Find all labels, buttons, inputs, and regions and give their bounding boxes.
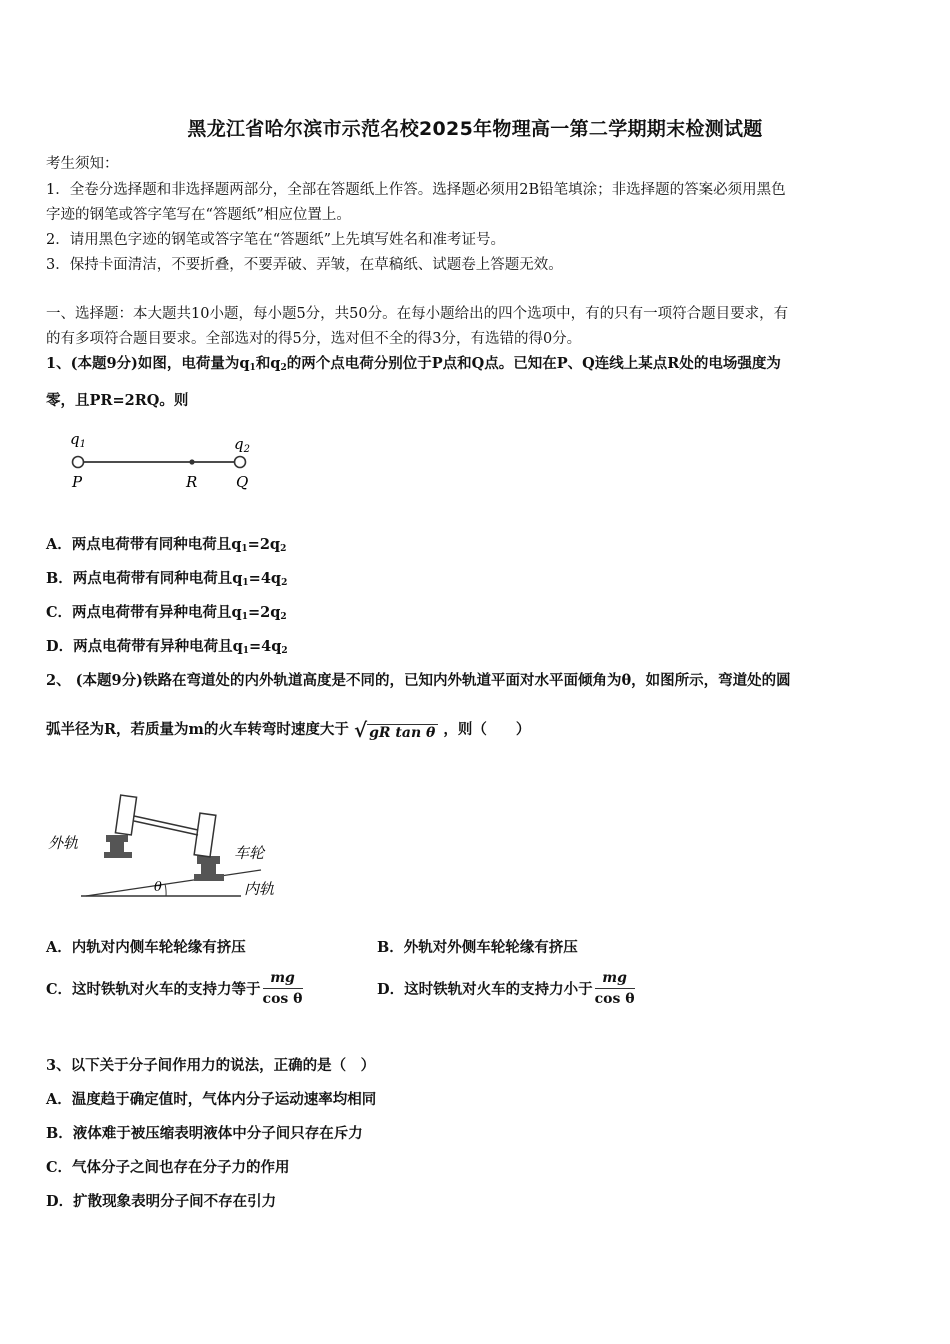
section-intro-line2: 的有多项符合题目要求。全部选对的得5分，选对但不全的得3分，有选错的得0分。 xyxy=(46,331,582,347)
q3-stem: 3、以下关于分子间作用力的说法，正确的是（ ） xyxy=(46,1057,376,1074)
notice-item-1-cont: 字迹的钢笔或答字笔写在“答题纸”相应位置上。 xyxy=(46,207,351,223)
q3-option-a[interactable]: A．温度趋于确定值时，气体内分子运动速率均相同 xyxy=(46,1091,377,1108)
q2-stem-line1: 2、 (本题9分)铁路在弯道处的内外轨道高度是不同的，已知内外轨道平面对水平面倾角为θ，如图所示，弯道处的圆 xyxy=(46,672,791,689)
notice-heading: 考生须知： xyxy=(46,156,119,172)
section-intro-line1: 一、选择题：本大题共10小题，每小题5分，共50分。在每小题给出的四个选项中，有的只有一项符合题目要求，有 xyxy=(46,306,789,322)
q3-option-d[interactable]: D．扩散现象表明分子间不存在引力 xyxy=(46,1193,277,1210)
charge-p-circle xyxy=(73,457,84,468)
label-q: Q xyxy=(236,473,249,491)
notice-item-1: 1．全卷分选择题和非选择题两部分，全部在答题纸上作答。选择题必须用2B铅笔填涂；非选择题的答案必须用黑色 xyxy=(46,182,786,198)
q2-option-d[interactable]: D．这时铁轨对火车的支持力小于 $\frac{mg}{\text{cos θ}}$ xyxy=(377,970,635,1007)
q1-stem-line2: 零，且PR=2RQ。则 xyxy=(46,392,189,409)
q1-option-b[interactable]: B．两点电荷带有同种电荷且$q_1=4q_2$ xyxy=(46,570,288,588)
q3-option-c[interactable]: C．气体分子之间也存在分子力的作用 xyxy=(46,1159,290,1176)
charge-q-circle xyxy=(235,457,246,468)
fraction-mg-cos-theta-d: $\frac{mg}{\text{cos θ}}$ xyxy=(594,970,635,1007)
label-wheel: 车轮 xyxy=(234,844,265,862)
label-inner-rail: 内轨 xyxy=(244,880,275,898)
q2-stem-line2: 弧半径为R，若质量为m的火车转弯时速度大于 √ gR tan θ ，则（ ） xyxy=(46,718,531,742)
notice-item-2: 2．请用黑色字迹的钢笔或答字笔在“答题纸”上先填写姓名和准考证号。 xyxy=(46,232,506,248)
page-title: 黑龙江省哈尔滨市示范名校2025年物理高一第二学期期末检测试题 xyxy=(187,118,763,140)
q1-option-d[interactable]: D．两点电荷带有异种电荷且$q_1=4q_2$ xyxy=(46,638,288,656)
q3-option-b[interactable]: B．液体难于被压缩表明液体中分子间只存在斥力 xyxy=(46,1125,363,1142)
q1-stem-line1: 1、(本题9分)如图，电荷量为$q_1$和$q_2$的两个点电荷分别位于P点和Q点。已知在P、Q连线上某点R处的电场强度为 xyxy=(46,355,781,373)
sqrt-expression: √ gR tan θ xyxy=(354,718,438,742)
notice-item-3: 3．保持卡面清洁，不要折叠，不要弄破、弄皱，在草稿纸、试题卷上答题无效。 xyxy=(46,257,563,273)
label-q2: $q_2$ xyxy=(234,435,250,455)
inner-rail xyxy=(194,856,224,881)
q1-option-a[interactable]: A．两点电荷带有同种电荷且$q_1=2q_2$ xyxy=(46,536,287,554)
q2-option-b[interactable]: B．外轨对外侧车轮轮缘有挤压 xyxy=(377,939,578,956)
label-outer-rail: 外轨 xyxy=(48,834,79,852)
label-r: R xyxy=(186,473,198,491)
q2-option-a[interactable]: A．内轨对内侧车轮轮缘有挤压 xyxy=(46,939,246,956)
label-theta: θ xyxy=(154,880,162,895)
q2-figure xyxy=(46,790,296,902)
outer-rail xyxy=(104,835,132,858)
fraction-mg-cos-theta-c: $\frac{mg}{\text{cos θ}}$ xyxy=(262,970,303,1007)
label-q1: $q_1$ xyxy=(70,430,86,450)
q1-figure xyxy=(64,428,264,498)
point-r-dot xyxy=(189,459,194,464)
q1-option-c[interactable]: C．两点电荷带有异种电荷且$q_1=2q_2$ xyxy=(46,604,287,622)
label-p: P xyxy=(72,473,83,491)
q2-option-c[interactable]: C．这时铁轨对火车的支持力等于 $\frac{mg}{\text{cos θ}}$ xyxy=(46,970,303,1007)
